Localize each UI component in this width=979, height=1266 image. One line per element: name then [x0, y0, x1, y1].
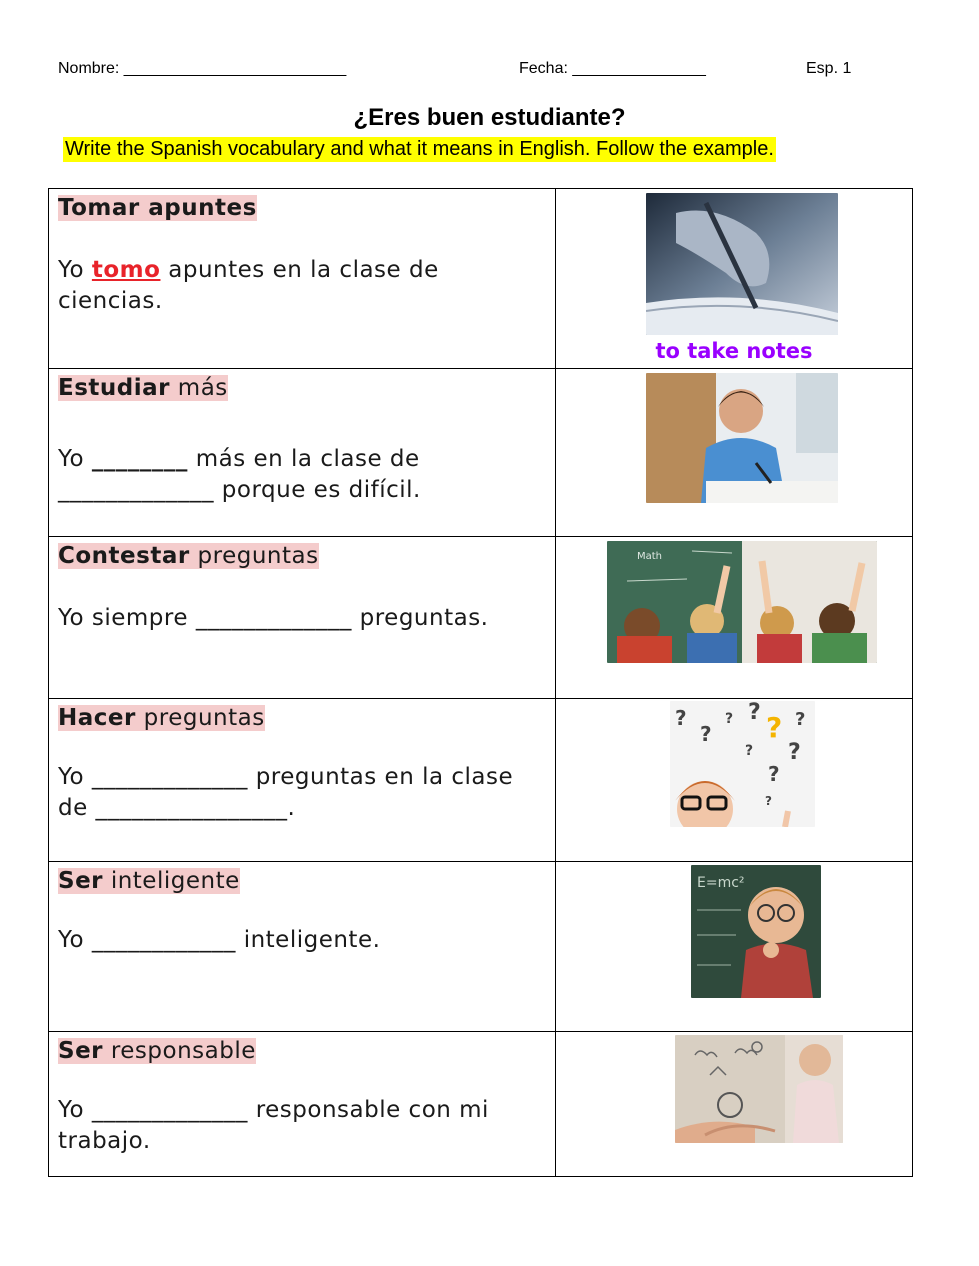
vocab-table	[48, 188, 913, 1177]
name-field-label: Nombre: _________________________	[58, 60, 347, 77]
svg-text:?: ?	[795, 709, 806, 730]
practice-sentence: Yo ____________ inteligente.	[58, 927, 381, 953]
svg-text:?: ?	[788, 740, 801, 765]
vocab-cell: Ser responsable Yo _____________ responsable con mi trabajo.	[49, 1032, 556, 1177]
vocab-term: Ser	[58, 868, 104, 894]
svg-text:?: ?	[768, 762, 780, 786]
table-row	[49, 699, 913, 862]
practice-sentence: Yo siempre _____________ preguntas.	[58, 605, 489, 631]
vocab-cell: Estudiar más Yo ________ más en la clase de _____________ porque es difícil.	[49, 369, 556, 537]
child-thinking-chalkboard-photo	[691, 865, 821, 998]
practice-sentence: Yo _____________ preguntas en la clase de ________________.	[58, 764, 514, 821]
table-row	[49, 537, 913, 699]
svg-text:Math: Math	[637, 551, 663, 562]
table-row	[49, 369, 913, 537]
svg-text:?: ?	[725, 711, 734, 727]
vocab-term: Contestar	[58, 543, 190, 569]
image-cell	[556, 189, 913, 369]
example-sentence: Yo tomo apuntes en la clase de ciencias.	[58, 257, 439, 314]
vocab-cell: Contestar preguntas Yo siempre _____________ preguntas.	[49, 537, 556, 699]
table-row	[49, 189, 913, 369]
svg-text:E=mc²: E=mc²	[697, 875, 745, 891]
vocab-term: Ser	[58, 1038, 104, 1064]
answer-blank[interactable]: ________	[91, 446, 188, 472]
svg-text:?: ?	[745, 743, 754, 759]
image-cell	[556, 862, 913, 1032]
vocab-term: Tomar apuntes	[58, 195, 257, 221]
table-row	[49, 1032, 913, 1177]
vocab-term: Hacer	[58, 705, 136, 731]
hands-holding-earth-photo	[675, 1035, 843, 1143]
students-raising-hands-photo	[607, 541, 877, 663]
table-row	[49, 862, 913, 1032]
vocab-term: Estudiar	[58, 375, 170, 401]
date-field-label: Fecha: _______________	[519, 60, 706, 77]
image-cell	[556, 699, 913, 862]
svg-text:?: ?	[675, 706, 687, 730]
svg-text:?: ?	[700, 722, 712, 746]
image-cell	[556, 537, 913, 699]
svg-text:?: ?	[766, 711, 783, 744]
english-meaning: to take notes	[655, 339, 813, 363]
girl-question-marks-photo	[670, 701, 815, 827]
image-cell	[556, 1032, 913, 1177]
example-verb: tomo	[91, 257, 161, 283]
hand-writing-notes-photo	[646, 193, 838, 335]
svg-text:?: ?	[765, 794, 772, 808]
vocab-cell: Ser inteligente Yo ____________ inteligente.	[49, 862, 556, 1032]
boy-studying-photo	[646, 373, 838, 503]
practice-sentence: Yo ________ más en la clase de _____________ porque es difícil.	[58, 446, 421, 503]
worksheet-title: ¿Eres buen estudiante?	[353, 104, 626, 131]
svg-text:?: ?	[748, 701, 761, 725]
image-cell	[556, 369, 913, 537]
vocab-cell: Hacer preguntas Yo _____________ preguntas en la clase de ________________.	[49, 699, 556, 862]
vocab-cell	[49, 189, 556, 369]
practice-sentence: Yo _____________ responsable con mi trabajo.	[58, 1097, 489, 1154]
class-label: Esp. 1	[806, 60, 852, 77]
instructions: Write the Spanish vocabulary and what it means in English. Follow the example.	[65, 138, 774, 160]
